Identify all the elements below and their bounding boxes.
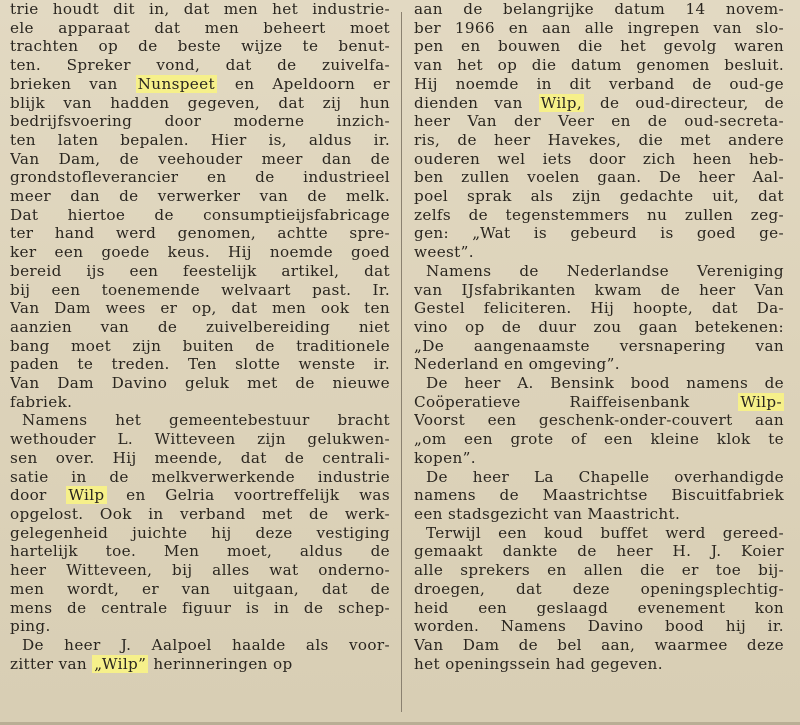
text-line <box>10 542 390 561</box>
text-line <box>10 37 390 56</box>
article-paragraph <box>414 262 784 374</box>
text-line <box>414 636 784 655</box>
text-run: sen over. Hij meende, dat de centrali- <box>10 448 390 467</box>
text-line <box>414 655 784 674</box>
text-line <box>414 318 784 337</box>
text-run: heid een geslaagd evenement kon <box>414 598 784 617</box>
text-line <box>414 580 784 599</box>
text-run: weest”. <box>414 243 474 262</box>
text-line <box>414 355 784 374</box>
text-run: het openingssein had gegeven. <box>414 654 663 673</box>
text-line <box>414 150 784 169</box>
text-line <box>414 187 784 206</box>
text-line <box>10 524 390 543</box>
text-line <box>10 449 390 468</box>
article-paragraph <box>414 524 784 674</box>
text-run: men wordt, er van uitgaan, dat de <box>10 579 390 598</box>
text-line <box>414 505 784 524</box>
text-run: bereid ijs een feestelijk artikel, dat <box>10 261 390 280</box>
text-line <box>414 206 784 225</box>
text-line <box>414 393 784 412</box>
text-run: blijk van hadden gegeven, dat zij hun <box>10 93 390 112</box>
text-line <box>10 0 390 19</box>
text-run: en Apeldoorn er <box>216 74 390 93</box>
text-line <box>414 411 784 430</box>
text-run: meer dan de verwerker van de melk. <box>10 187 390 206</box>
text-line <box>414 449 784 468</box>
text-line <box>10 187 390 206</box>
text-line <box>10 430 390 449</box>
text-line <box>414 243 784 262</box>
text-run: Voorst een geschenk-onder-couvert aan <box>414 411 784 430</box>
text-run: De heer A. Bensink bood namens de <box>426 374 784 393</box>
text-line <box>10 561 390 580</box>
text-line <box>10 617 390 636</box>
text-run: gen: „Wat is gebeurd is goed ge- <box>414 224 784 243</box>
text-run: van het op die datum genomen besluit. <box>414 56 784 75</box>
text-line <box>10 486 390 505</box>
text-line <box>414 561 784 580</box>
text-run: opgelost. Ook in verband met de werk- <box>10 504 390 523</box>
text-line <box>10 655 390 674</box>
text-run: De heer La Chapelle overhandigde <box>426 467 784 486</box>
text-run: worden. Namens Davino bood hij ir. <box>414 617 784 636</box>
text-line <box>414 542 784 561</box>
text-run: ten laten bepalen. Hier is, aldus ir. <box>10 130 390 149</box>
text-line <box>10 75 390 94</box>
text-run: wethouder L. Witteveen zijn gelukwen- <box>10 430 390 449</box>
text-line <box>414 374 784 393</box>
text-line <box>10 206 390 225</box>
text-line <box>414 299 784 318</box>
text-run: ker een goede keus. Hij noemde goed <box>10 243 390 262</box>
text-line <box>414 486 784 505</box>
text-run: hartelijk toe. Men moet, aldus de <box>10 542 390 561</box>
text-line <box>414 168 784 187</box>
text-line <box>10 19 390 38</box>
text-run: ber 1966 en aan alle ingrepen van slo- <box>414 18 784 37</box>
column-divider <box>401 12 402 712</box>
text-line <box>414 112 784 131</box>
text-run: „om een grote of een kleine klok te <box>414 430 784 449</box>
text-run: Dat hiertoe de consumptieijsfabricage <box>10 205 390 224</box>
text-line <box>10 243 390 262</box>
text-run: Van Dam, de veehouder meer dan de <box>10 149 390 168</box>
text-line <box>414 599 784 618</box>
text-run: trachten op de beste wijze te benut- <box>10 37 390 56</box>
text-run: ten. Spreker vond, dat de zuivelfa- <box>10 56 390 75</box>
text-line <box>10 56 390 75</box>
text-line <box>414 75 784 94</box>
text-run: gemaakt dankte de heer H. J. Koier <box>414 542 784 561</box>
text-line <box>10 281 390 300</box>
text-line <box>10 224 390 243</box>
text-line <box>10 337 390 356</box>
text-line <box>10 374 390 393</box>
article-paragraph <box>10 0 390 411</box>
text-run: alle sprekers en allen die er toe bij- <box>414 561 784 580</box>
text-line <box>10 468 390 487</box>
text-run: van IJsfabrikanten kwam de heer Van <box>414 280 784 299</box>
text-run: heer Van der Veer en de oud-secreta- <box>414 112 784 131</box>
text-run: trie houdt dit in, dat men het industrie- <box>10 0 390 18</box>
text-run: en Gelria voortreffelijk was <box>106 486 390 505</box>
article-column-left <box>10 0 390 673</box>
text-run: Terwijl een koud buffet werd gereed- <box>426 523 784 542</box>
text-run: pen en bouwen die het gevolg waren <box>414 37 784 56</box>
highlighted-term: Wilp- <box>740 392 782 411</box>
text-line <box>10 168 390 187</box>
text-run: ter hand werd genomen, achtte spre- <box>10 224 390 243</box>
highlighted-term: Wilp <box>68 486 105 505</box>
text-line <box>414 524 784 543</box>
text-line <box>10 393 390 412</box>
text-line <box>414 19 784 38</box>
text-run: fabriek. <box>10 392 73 411</box>
text-run: mens de centrale figuur is in de schep- <box>10 598 390 617</box>
highlighted-term: Wilp, <box>540 93 583 112</box>
text-run: aanzien van de zuivelbereiding niet <box>10 317 390 336</box>
text-line <box>10 318 390 337</box>
text-run: ele apparaat dat men beheert moet <box>10 18 390 37</box>
text-run: Gestel feliciteren. Hij hoopte, dat Da- <box>414 299 784 318</box>
text-run: een stadsgezicht van Maastricht. <box>414 504 681 523</box>
text-run: bedrijfsvoering door moderne inzich- <box>10 112 390 131</box>
text-run: vino op de duur zou gaan betekenen: <box>414 317 784 336</box>
text-line <box>414 468 784 487</box>
text-run: Namens de Nederlandse Vereniging <box>426 261 784 280</box>
text-line <box>414 430 784 449</box>
text-line <box>414 0 784 19</box>
text-line <box>10 299 390 318</box>
highlighted-term: „Wilp” <box>94 654 147 673</box>
highlighted-term: Nunspeet <box>137 74 215 93</box>
article-paragraph <box>414 468 784 524</box>
text-run: ben zullen voelen gaan. De heer Aal- <box>414 168 784 187</box>
text-line <box>10 411 390 430</box>
text-run: brieken van <box>10 74 136 93</box>
text-line <box>414 56 784 75</box>
text-line <box>414 262 784 281</box>
text-run: ouderen wel iets door zich heen heb- <box>414 149 784 168</box>
text-run: Coöperatieve Raiffeisenbank <box>414 392 739 411</box>
text-line <box>414 131 784 150</box>
text-line <box>414 337 784 356</box>
text-run: zelfs de tegenstemmers nu zullen zeg- <box>414 205 784 224</box>
text-run: bang moet zijn buiten de traditionele <box>10 336 390 355</box>
text-run: de oud-directeur, de <box>584 93 784 112</box>
text-line <box>10 505 390 524</box>
article-column-right <box>414 0 784 673</box>
text-run: Nederland en omgeving”. <box>414 355 620 374</box>
text-run: ping. <box>10 617 51 636</box>
text-run: Van Dam wees er op, dat men ook ten <box>10 299 390 318</box>
text-run: droegen, dat deze openingsplechtig- <box>414 579 784 598</box>
text-line <box>10 580 390 599</box>
text-run: De heer J. Aalpoel haalde als voor- <box>22 635 390 654</box>
text-run: zitter van <box>10 654 93 673</box>
text-line <box>414 37 784 56</box>
text-line <box>10 94 390 113</box>
text-run: heer Witteveen, bij alles wat onderno- <box>10 561 390 580</box>
text-run: poel sprak als zijn gedachte uit, dat <box>414 187 784 206</box>
article-paragraph <box>414 374 784 468</box>
text-run: door <box>10 486 67 505</box>
text-run: namens de Maastrichtse Biscuitfabriek <box>414 486 784 505</box>
text-run: bij een toenemende welvaart past. Ir. <box>10 280 390 299</box>
text-run: Van Dam Davino geluk met de nieuwe <box>10 374 390 393</box>
text-line <box>10 355 390 374</box>
text-line <box>10 262 390 281</box>
text-line <box>10 599 390 618</box>
text-line <box>10 131 390 150</box>
text-run: gelegenheid juichte hij deze vestiging <box>10 523 390 542</box>
text-line <box>10 112 390 131</box>
text-run: satie in de melkverwerkende industrie <box>10 467 390 486</box>
text-line <box>414 224 784 243</box>
text-run: grondstofleverancier en de industrieel <box>10 168 390 187</box>
article-paragraph <box>10 636 390 673</box>
text-line <box>414 281 784 300</box>
text-run: Van Dam de bel aan, waarmee deze <box>414 635 784 654</box>
text-line <box>10 636 390 655</box>
text-run: „De aangenaamste versnapering van <box>414 336 784 355</box>
text-run: Hij noemde in dit verband de oud-ge <box>414 74 784 93</box>
text-line <box>414 617 784 636</box>
text-run: aan de belangrijke datum 14 novem- <box>414 0 784 18</box>
text-run: ris, de heer Havekes, die met andere <box>414 130 784 149</box>
text-run: dienden van <box>414 93 539 112</box>
text-run: herinneringen op <box>148 654 293 673</box>
text-run: kopen”. <box>414 448 476 467</box>
text-run: Namens het gemeentebestuur bracht <box>22 411 390 430</box>
text-run: paden te treden. Ten slotte wenste ir. <box>10 355 390 374</box>
article-paragraph <box>10 411 390 635</box>
text-line <box>10 150 390 169</box>
text-line <box>414 94 784 113</box>
article-paragraph <box>414 0 784 262</box>
